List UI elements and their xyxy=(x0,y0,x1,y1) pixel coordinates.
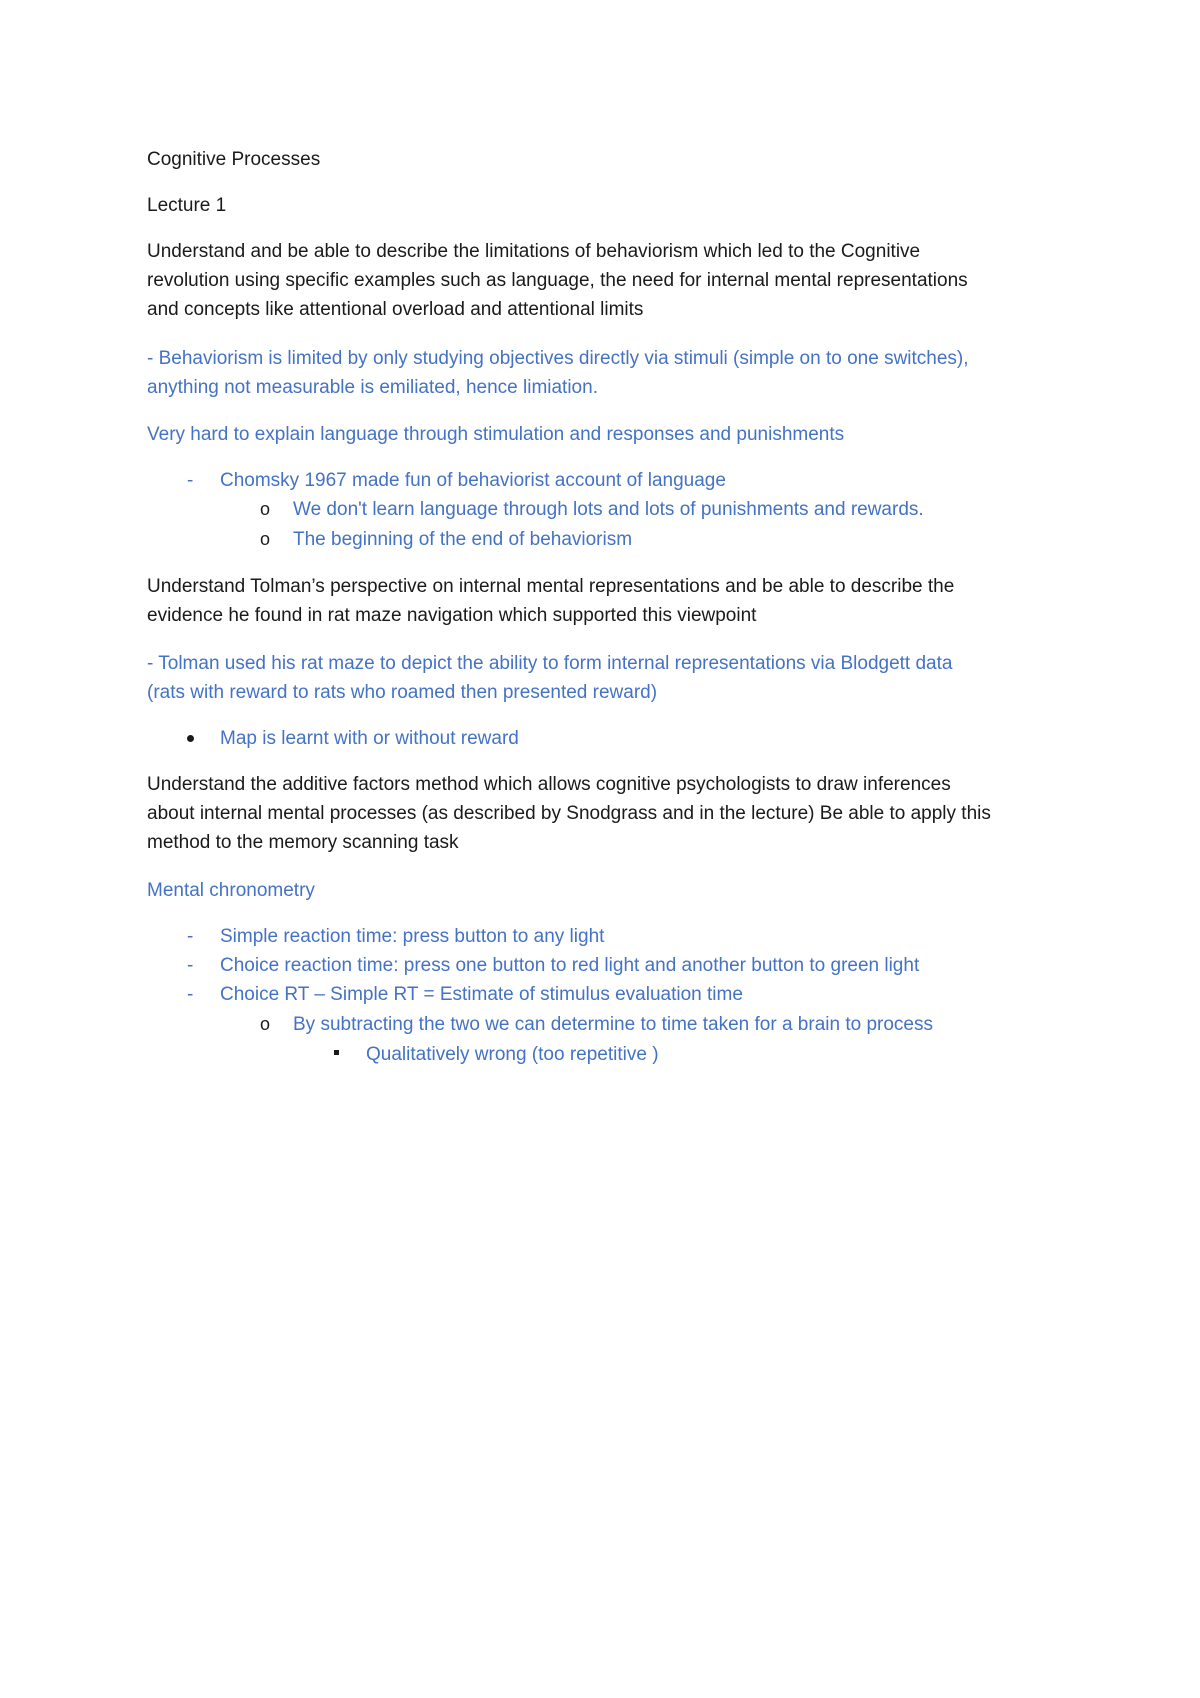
dash-bullet-icon: - xyxy=(187,926,194,947)
sub-list-item: The beginning of the end of behaviorism xyxy=(293,529,633,550)
question-3-line: about internal mental processes (as described by Snodgrass and in the lecture) Be able to apply this xyxy=(147,803,991,824)
question-3-line: method to the memory scanning task xyxy=(147,832,459,853)
square-bullet-icon xyxy=(334,1050,339,1055)
answer-3-heading: Mental chronometry xyxy=(147,880,315,901)
circle-bullet-icon: o xyxy=(260,529,271,549)
circle-bullet-icon: o xyxy=(260,1014,271,1034)
answer-1-note: Very hard to explain language through stimulation and responses and punishments xyxy=(147,424,845,445)
answer-1 xyxy=(147,344,1077,402)
question-3-line: Understand the additive factors method which allows cognitive psychologists to draw inferences xyxy=(147,774,951,795)
list-item: Choice RT – Simple RT = Estimate of stimulus evaluation time xyxy=(220,984,743,1005)
list-item: Simple reaction time: press button to any light xyxy=(220,926,605,947)
sub-list-item: We don't learn language through lots and lots of punishments and rewards. xyxy=(293,499,924,520)
dash-bullet-icon: - xyxy=(187,984,194,1005)
list-item: Map is learnt with or without reward xyxy=(220,728,519,749)
list-item: Choice reaction time: press one button to red light and another button to green light xyxy=(220,955,920,976)
question-2 xyxy=(147,572,1077,630)
question-1-line: Understand and be able to describe the limitations of behaviorism which led to the Cognitive xyxy=(147,241,921,262)
dash-bullet-icon: - xyxy=(187,470,194,491)
question-1 xyxy=(147,237,1077,324)
document-title: Cognitive Processes xyxy=(147,149,321,170)
question-2-line: Understand Tolman’s perspective on internal mental representations and be able to describe the xyxy=(147,576,955,597)
question-1-line: revolution using specific examples such as language, the need for internal mental representations xyxy=(147,270,968,291)
sub-list-item: By subtracting the two we can determine to time taken for a brain to process xyxy=(293,1014,933,1035)
dash-bullet-icon: - xyxy=(187,955,194,976)
answer-1-line: - Behaviorism is limited by only studying objectives directly via stimuli (simple on to one switches), xyxy=(147,348,969,369)
question-2-line: evidence he found in rat maze navigation which supported this viewpoint xyxy=(147,605,757,626)
lecture-heading: Lecture 1 xyxy=(147,195,227,216)
answer-2-line: - Tolman used his rat maze to depict the ability to form internal representations via Blodgett data xyxy=(147,653,953,674)
answer-1-line: anything not measurable is emiliated, hence limiation. xyxy=(147,377,598,398)
answer-2 xyxy=(147,649,1077,707)
list-item: Chomsky 1967 made fun of behaviorist account of language xyxy=(220,470,726,491)
answer-2-line: (rats with reward to rats who roamed then presented reward) xyxy=(147,682,658,703)
circle-bullet-icon: o xyxy=(260,499,271,519)
sub-sub-list-item: Qualitatively wrong (too repetitive ) xyxy=(366,1044,659,1065)
filled-dot-bullet-icon xyxy=(187,735,194,742)
question-1-line: and concepts like attentional overload and attentional limits xyxy=(147,299,644,320)
question-3 xyxy=(147,770,1077,857)
